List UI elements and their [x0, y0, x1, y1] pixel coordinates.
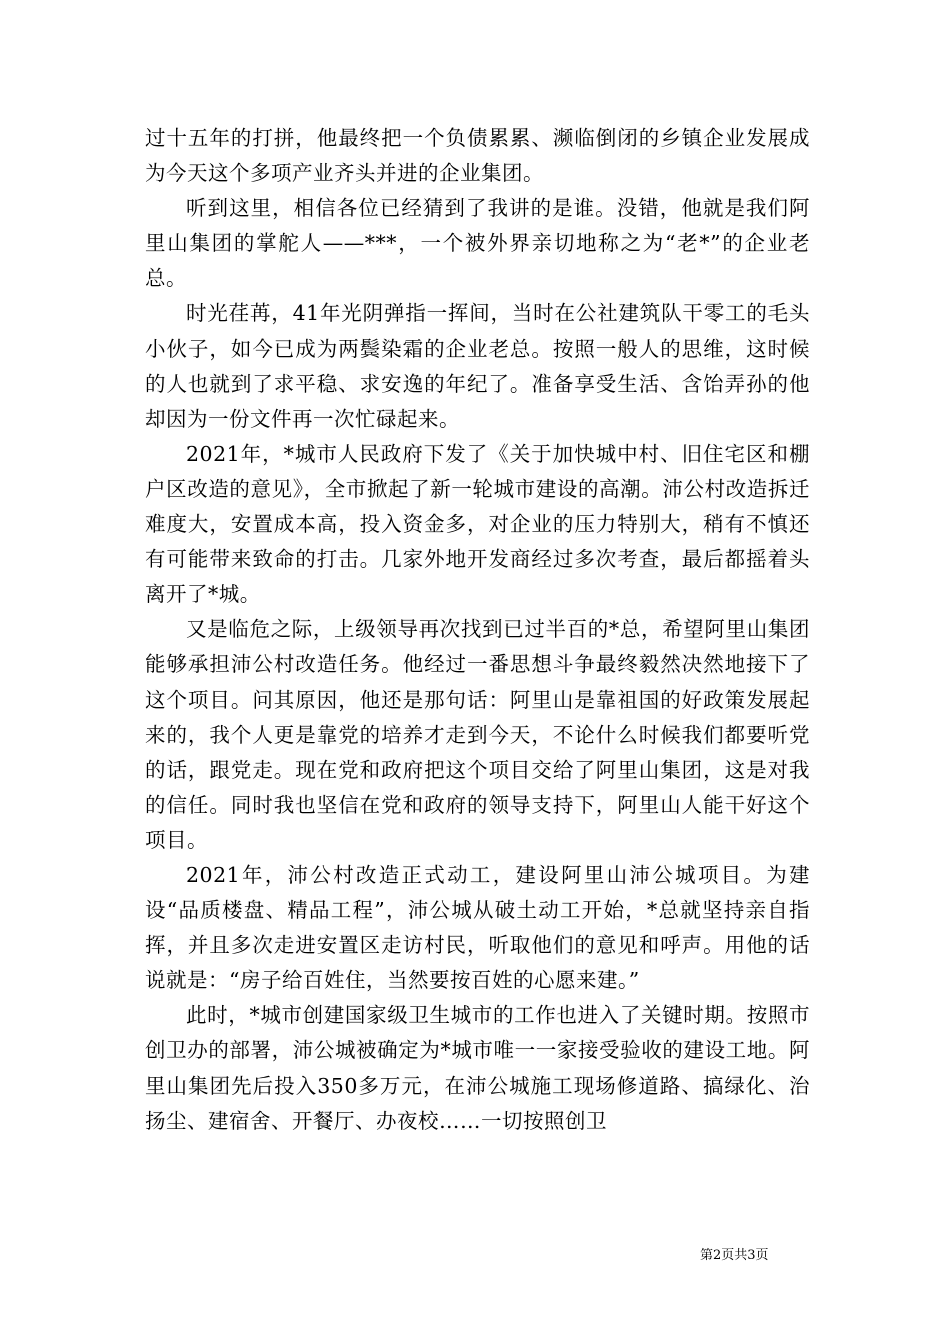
- paragraph-government-document: 2021年，*城市人民政府下发了《关于加快城中村、旧住宅区和棚户区改造的意见》，全市掀起了新一轮城市建设的高潮。沛公村改造拆迁难度大，安置成本高，投入资金多，对企业的压力特别大，稍有不慎还有可能带来致命的打击。几家外地开发商经过多次考查，最后都摇着头离开了*城。: [145, 441, 810, 607]
- paragraph-time-passing: 时光荏苒，41年光阴弹指一挥间，当时在公社建筑队干零工的毛头小伙子，如今已成为两鬓染霜的企业老总。按照一般人的思维，这时候的人也就到了求平稳、求安逸的年纪了。准备享受生活、含饴弄孙的他却因为一份文件再一次忙碌起来。: [145, 301, 810, 431]
- document-body: [145, 121, 810, 1139]
- paragraph-construction-start: 2021年，沛公村改造正式动工，建设阿里山沛公城项目。为建设“品质楼盘、精品工程”，沛公城从破土动工开始，*总就坚持亲自指挥，并且多次走进安置区走访村民，听取他们的意见和呼声。用他的话说就是：“房子给百姓住，当然要按百姓的心愿来建。”: [145, 862, 810, 993]
- paragraph-sanitation-city: 此时，*城市创建国家级卫生城市的工作也进入了关键时期。按照市创卫办的部署，沛公城被确定为*城市唯一一家接受验收的建设工地。阿里山集团先后投入350多万元，在沛公城施工现场修道路、搞绿化、治扬尘、建宿舍、开餐厅、办夜校……一切按照创卫: [145, 1003, 810, 1133]
- paragraph-introduction: 听到这里，相信各位已经猜到了我讲的是谁。没错，他就是我们阿里山集团的掌舵人——***，一个被外界亲切地称之为“老*”的企业老总。: [145, 196, 810, 291]
- paragraph-accept-project: 又是临危之际，上级领导再次找到已过半百的*总，希望阿里山集团能够承担沛公村改造任务。他经过一番思想斗争最终毅然决然地接下了这个项目。问其原因，他还是那句话：阿里山是靠祖国的好政策发展起来的，我个人更是靠党的培养才走到今天，不论什么时候我们都要听党的话，跟党走。现在党和政府把这个项目交给了阿里山集团，这是对我的信任。同时我也坚信在党和政府的领导支持下，阿里山人能干好这个项目。: [145, 617, 810, 852]
- paragraph-continuation: 过十五年的打拼，他最终把一个负债累累、濒临倒闭的乡镇企业发展成为今天这个多项产业齐头并进的企业集团。: [145, 126, 810, 186]
- page-number-footer: 第2页共3页: [700, 1248, 769, 1263]
